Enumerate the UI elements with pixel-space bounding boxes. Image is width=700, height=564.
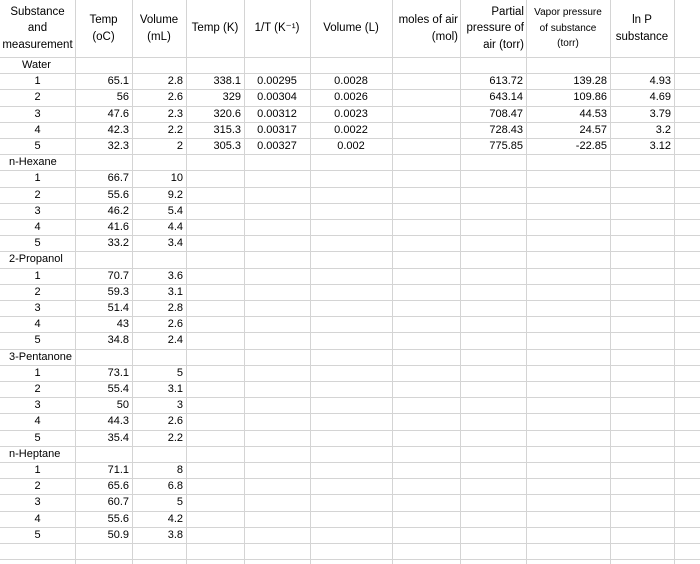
table-cell[interactable] [460,316,526,332]
table-cell[interactable] [392,187,460,203]
table-cell[interactable] [610,300,674,316]
table-cell[interactable] [186,511,244,527]
table-cell[interactable]: 3.1 [167,383,183,395]
table-cell[interactable] [186,300,244,316]
table-cell[interactable]: 4 [34,512,41,525]
table-cell[interactable] [392,316,460,332]
table-cell[interactable] [526,365,610,381]
table-cell[interactable]: 55.6 [107,188,129,201]
table-cell[interactable]: 2 [34,188,41,201]
table-cell[interactable]: 0.00317 [257,123,297,136]
table-cell[interactable] [392,397,460,413]
section-row [0,57,700,73]
table-cell[interactable] [186,170,244,186]
table-cell[interactable] [460,397,526,413]
table-row [0,235,700,251]
table-cell[interactable] [392,478,460,494]
table-cell[interactable] [526,268,610,284]
table-cell[interactable]: 46.2 [107,204,129,217]
table-row [0,494,700,510]
table-cell[interactable] [392,138,460,154]
table-cell[interactable]: 4.4 [167,221,183,233]
table-cell[interactable] [392,106,460,122]
table-cell[interactable] [610,203,674,219]
table-row [0,462,700,478]
table-cell[interactable] [460,430,526,446]
table-cell[interactable] [186,235,244,251]
table-row [0,268,700,284]
table-cell[interactable] [310,203,392,219]
column-header-6: Volume (L) [323,22,379,35]
table-cell[interactable] [610,332,674,348]
table-cell[interactable]: 0.00312 [257,107,297,120]
table-cell[interactable] [526,430,610,446]
table-cell[interactable]: 2.3 [167,107,183,120]
table-cell[interactable]: 5 [34,528,41,541]
table-cell[interactable] [244,478,310,494]
table-cell[interactable] [392,494,460,510]
table-cell[interactable]: 60.7 [107,496,129,509]
table-cell[interactable] [392,300,460,316]
table-cell[interactable]: 55.4 [107,383,129,395]
table-cell[interactable] [310,284,392,300]
table-cell[interactable]: 3 [34,302,41,314]
table-cell[interactable]: 50.9 [107,528,129,541]
table-cell[interactable] [244,187,310,203]
table-cell[interactable] [460,332,526,348]
table-cell[interactable]: 3.4 [167,237,183,250]
table-cell[interactable] [186,284,244,300]
table-cell[interactable] [244,430,310,446]
table-cell[interactable]: 5 [34,431,41,444]
column-header-5: 1/T (K⁻¹) [254,22,300,35]
table-cell[interactable] [310,365,392,381]
table-cell[interactable] [244,170,310,186]
table-cell[interactable]: 4 [34,318,41,331]
table-cell[interactable] [392,73,460,89]
table-cell[interactable] [526,511,610,527]
table-cell[interactable] [186,430,244,446]
table-cell[interactable] [244,300,310,316]
table-cell[interactable]: 2.8 [167,75,183,88]
table-cell[interactable]: 0.0028 [334,75,368,88]
table-cell[interactable] [460,365,526,381]
table-cell[interactable] [244,284,310,300]
table-cell[interactable] [310,413,392,429]
table-cell[interactable] [460,511,526,527]
table-cell[interactable]: 2.2 [167,123,183,136]
table-cell[interactable] [392,203,460,219]
table-cell[interactable] [610,268,674,284]
table-cell[interactable] [610,478,674,494]
table-cell[interactable]: 708.47 [489,107,523,120]
column-header-10: ln P substance [615,14,669,43]
table-cell[interactable]: 3 [34,204,41,217]
table-cell[interactable]: 2 [176,140,183,152]
table-cell[interactable] [244,381,310,397]
table-row [0,73,700,89]
table-cell[interactable] [610,511,674,527]
table-cell[interactable]: 320.6 [213,107,241,120]
section-row [0,154,700,170]
column-header-1: Substance and measurement [2,5,73,51]
table-cell[interactable] [244,397,310,413]
table-cell[interactable]: 2.4 [167,334,183,347]
table-cell[interactable] [310,462,392,478]
table-cell[interactable]: 2.6 [167,415,183,428]
table-cell[interactable] [244,316,310,332]
table-cell[interactable]: 4.69 [649,91,671,104]
table-cell[interactable] [610,413,674,429]
table-cell[interactable] [244,462,310,478]
table-cell[interactable]: 4 [34,221,41,233]
table-cell[interactable]: 4 [34,123,41,136]
table-cell[interactable]: 3.8 [167,528,183,541]
table-cell[interactable] [460,170,526,186]
table-cell[interactable] [186,413,244,429]
table-cell[interactable]: 4.2 [167,512,183,525]
table-cell[interactable] [244,413,310,429]
table-cell[interactable] [244,332,310,348]
table-cell[interactable] [392,89,460,105]
table-cell[interactable]: 6.8 [167,480,183,493]
table-cell[interactable] [310,527,392,543]
table-cell[interactable]: 329 [222,91,241,104]
column-header-8: Partial pressure of air (torr) [466,5,524,51]
table-cell[interactable]: 1 [34,464,41,476]
table-row [0,397,700,413]
table-cell[interactable]: 3 [34,399,41,412]
table-cell[interactable]: 5 [34,140,41,152]
table-cell[interactable] [392,413,460,429]
table-cell[interactable] [526,397,610,413]
table-cell[interactable] [460,413,526,429]
column-header-9: Vapor pressure of substance (torr) [534,7,602,50]
table-cell[interactable] [526,413,610,429]
table-row [0,284,700,300]
table-cell[interactable] [526,462,610,478]
section-row [0,446,700,462]
column-header-7: moles of air (mol) [398,14,458,43]
table-cell[interactable] [460,300,526,316]
table-row [0,203,700,219]
table-row [0,430,700,446]
table-cell[interactable] [186,219,244,235]
section-label: 3-Pentanone [9,350,72,363]
table-cell[interactable]: 0.00327 [257,140,297,152]
table-cell[interactable]: 10 [170,172,183,185]
table-cell[interactable]: 44.53 [579,107,607,120]
table-cell[interactable] [310,397,392,413]
table-row [0,187,700,203]
table-cell[interactable] [526,381,610,397]
table-cell[interactable]: 305.3 [213,140,241,152]
table-cell[interactable]: 24.57 [579,123,607,136]
table-cell[interactable] [610,527,674,543]
table-row [0,381,700,397]
table-cell[interactable] [310,316,392,332]
table-cell[interactable] [186,332,244,348]
table-cell[interactable] [186,462,244,478]
table-cell[interactable] [526,478,610,494]
table-cell[interactable] [392,284,460,300]
table-cell[interactable]: 139.28 [573,75,607,88]
table-cell[interactable] [310,235,392,251]
table-cell[interactable] [244,268,310,284]
table-cell[interactable]: 32.3 [107,140,129,152]
table-cell[interactable] [186,478,244,494]
table-cell[interactable] [610,170,674,186]
table-row [0,527,700,543]
table-cell[interactable]: 1 [34,75,41,88]
table-cell[interactable]: 5 [34,334,41,347]
table-cell[interactable]: 8 [176,464,183,476]
table-cell[interactable]: 3.2 [655,123,671,136]
table-cell[interactable] [310,187,392,203]
table-row [0,511,700,527]
table-row [0,413,700,429]
table-cell[interactable]: 43 [116,318,129,331]
table-cell[interactable]: 65.6 [107,480,129,493]
table-cell[interactable] [392,511,460,527]
table-cell[interactable] [460,235,526,251]
table-cell[interactable]: 0.0026 [334,91,368,104]
table-cell[interactable]: 44.3 [107,415,129,428]
table-cell[interactable] [310,300,392,316]
table-cell[interactable] [186,316,244,332]
section-label: n-Heptane [9,447,61,460]
table-cell[interactable]: 56 [116,91,129,104]
table-cell[interactable]: 5.4 [167,204,183,217]
section-row [0,349,700,365]
table-cell[interactable] [186,365,244,381]
table-cell[interactable]: 73.1 [107,366,129,379]
table-cell[interactable] [460,268,526,284]
table-cell[interactable] [310,430,392,446]
table-cell[interactable] [392,365,460,381]
table-row [0,170,700,186]
table-cell[interactable]: 2.6 [167,318,183,331]
table-cell[interactable] [310,332,392,348]
table-cell[interactable]: 55.6 [107,512,129,525]
table-cell[interactable] [526,235,610,251]
table-cell[interactable] [186,203,244,219]
column-header-4: Temp (K) [191,22,239,35]
table-cell[interactable]: 338.1 [213,75,241,88]
table-cell[interactable] [460,478,526,494]
table-cell[interactable] [244,365,310,381]
table-cell[interactable] [392,527,460,543]
table-cell[interactable]: 728.43 [489,123,523,136]
table-cell[interactable] [460,462,526,478]
table-cell[interactable]: 2 [34,285,41,298]
table-cell[interactable] [610,219,674,235]
table-row [0,300,700,316]
table-cell[interactable]: 109.86 [573,91,607,104]
table-cell[interactable] [310,219,392,235]
table-row [0,106,700,122]
table-cell[interactable] [610,316,674,332]
table-cell[interactable]: 5 [176,496,183,509]
table-cell[interactable]: 71.1 [107,464,129,476]
table-cell[interactable]: 5 [176,366,183,379]
table-cell[interactable]: 3 [34,496,41,509]
table-cell[interactable]: 0.00304 [257,91,297,104]
table-cell[interactable] [460,219,526,235]
table-cell[interactable] [392,219,460,235]
table-row [0,219,700,235]
table-cell[interactable] [460,203,526,219]
table-cell[interactable] [610,187,674,203]
table-cell[interactable] [460,381,526,397]
table-cell[interactable]: 4.93 [649,75,671,88]
table-cell[interactable] [392,268,460,284]
table-cell[interactable] [610,397,674,413]
table-cell[interactable] [526,170,610,186]
table-cell[interactable] [310,381,392,397]
table-cell[interactable] [310,170,392,186]
table-cell[interactable] [610,494,674,510]
table-cell[interactable] [460,187,526,203]
table-cell[interactable] [244,494,310,510]
table-cell[interactable] [526,332,610,348]
table-row [0,316,700,332]
table-cell[interactable]: 2 [34,383,41,395]
table-cell[interactable]: 47.6 [107,107,129,120]
table-cell[interactable]: -22.85 [575,140,607,152]
table-cell[interactable]: 2.6 [167,91,183,104]
section-label: Water [22,59,51,71]
table-cell[interactable]: 0.0022 [334,123,368,136]
table-cell[interactable]: 3 [176,399,183,412]
table-cell[interactable] [310,494,392,510]
table-cell[interactable] [310,478,392,494]
table-cell[interactable]: 1 [34,366,41,379]
table-cell[interactable]: 9.2 [167,188,183,201]
table-cell[interactable] [310,511,392,527]
table-cell[interactable] [186,268,244,284]
table-cell[interactable] [610,381,674,397]
table-cell[interactable] [392,122,460,138]
table-cell[interactable] [526,527,610,543]
table-cell[interactable]: 1 [34,172,41,185]
table-cell[interactable] [186,381,244,397]
table-row [0,332,700,348]
table-cell[interactable]: 3.12 [649,140,671,152]
table-cell[interactable] [392,462,460,478]
table-cell[interactable] [186,187,244,203]
table-cell[interactable] [610,365,674,381]
table-cell[interactable] [244,219,310,235]
table-cell[interactable] [186,397,244,413]
table-cell[interactable] [610,284,674,300]
table-cell[interactable]: 3.1 [167,285,183,298]
table-cell[interactable] [460,284,526,300]
table-cell[interactable] [186,527,244,543]
table-cell[interactable]: 59.3 [107,285,129,298]
table-cell[interactable]: 3.6 [167,269,183,282]
table-cell[interactable] [392,332,460,348]
table-cell[interactable]: 0.002 [337,140,365,152]
section-label: 2-Propanol [9,253,63,266]
table-cell[interactable] [244,235,310,251]
column-header-3: Volume (mL) [139,14,179,43]
table-cell[interactable]: 1 [34,269,41,282]
table-row [0,478,700,494]
section-row [0,251,700,267]
table-cell[interactable]: 4 [34,415,41,428]
table-cell[interactable] [392,430,460,446]
table-cell[interactable]: 65.1 [107,75,129,88]
table-cell[interactable] [460,527,526,543]
table-cell[interactable] [244,203,310,219]
table-cell[interactable]: 66.7 [107,172,129,185]
table-row [0,122,700,138]
table-cell[interactable]: 643.14 [489,91,523,104]
table-cell[interactable] [526,219,610,235]
table-cell[interactable]: 3.79 [649,107,671,120]
table-cell[interactable]: 775.85 [489,140,523,152]
table-cell[interactable] [310,268,392,284]
table-cell[interactable] [526,203,610,219]
table-cell[interactable] [392,381,460,397]
table-cell[interactable] [610,462,674,478]
table-cell[interactable] [610,235,674,251]
table-cell[interactable] [526,284,610,300]
table-cell[interactable] [244,527,310,543]
section-label: n-Hexane [9,156,57,169]
table-cell[interactable] [186,494,244,510]
table-row [0,89,700,105]
table-cell[interactable]: 34.8 [107,334,129,347]
table-row [0,365,700,381]
table-cell[interactable] [610,430,674,446]
table-cell[interactable]: 2.2 [167,431,183,444]
table-cell[interactable] [526,316,610,332]
table-cell[interactable]: 2 [34,480,41,493]
table-cell[interactable] [460,494,526,510]
table-cell[interactable]: 51.4 [107,302,129,314]
table-cell[interactable] [392,235,460,251]
table-cell[interactable]: 3 [34,107,41,120]
table-cell[interactable]: 70.7 [107,269,129,282]
table-cell[interactable]: 5 [34,237,41,250]
table-cell[interactable]: 41.6 [107,221,129,233]
table-cell[interactable] [526,494,610,510]
table-cell[interactable]: 50 [116,399,129,412]
table-cell[interactable] [244,511,310,527]
table-cell[interactable] [526,300,610,316]
table-cell[interactable] [392,170,460,186]
table-cell[interactable]: 613.72 [489,75,523,88]
table-cell[interactable]: 0.0023 [334,107,368,120]
table-cell[interactable]: 2 [34,91,41,104]
table-row [0,138,700,154]
table-cell[interactable]: 35.4 [107,431,129,444]
column-header-2: Temp (oC) [89,14,118,43]
table-cell[interactable]: 315.3 [213,123,241,136]
table-cell[interactable]: 42.3 [107,123,129,136]
table-cell[interactable] [526,187,610,203]
table-cell[interactable]: 0.00295 [257,75,297,88]
table-cell[interactable]: 33.2 [107,237,129,250]
table-cell[interactable]: 2.8 [167,302,183,314]
